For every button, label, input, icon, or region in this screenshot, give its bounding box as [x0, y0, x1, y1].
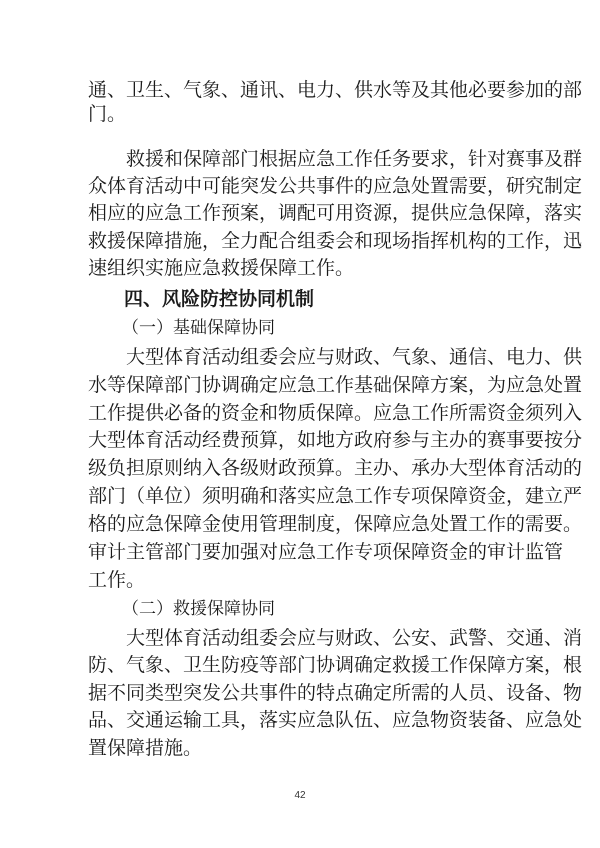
- subsection-heading: （一）基础保障协同: [122, 318, 275, 338]
- paragraph-line: 救援保障措施，全力配合组委会和现场指挥机构的工作，迅: [88, 230, 583, 252]
- paragraph-line: 置保障措施。: [88, 737, 203, 759]
- paragraph-line: 格的应急保障金使用管理制度，保障应急处置工作的需要。: [88, 513, 583, 535]
- paragraph-line: 据不同类型突发公共事件的特点确定所需的人员、设备、物: [88, 682, 583, 704]
- paragraph-line: 速组织实施应急救援保障工作。: [88, 257, 355, 279]
- paragraph-line: 工作提供必备的资金和物质保障。应急工作所需资金须列入: [88, 402, 583, 424]
- paragraph-line: 级负担原则纳入各级财政预算。主办、承办大型体育活动的: [88, 457, 583, 479]
- section-heading: 四、风险防控协同机制: [124, 288, 315, 310]
- paragraph-line: 大型体育活动组委会应与财政、气象、通信、电力、供: [126, 346, 583, 368]
- paragraph-line: 水等保障部门协调确定应急工作基础保障方案，为应急处置: [88, 374, 583, 396]
- paragraph-line: 大型体育活动经费预算，如地方政府参与主办的赛事要按分: [88, 429, 583, 451]
- paragraph-line: 通、卫生、气象、通讯、电力、供水等及其他必要参加的部: [88, 79, 583, 101]
- paragraph-line: 品、交通运输工具，落实应急队伍、应急物资装备、应急处: [88, 709, 583, 731]
- paragraph-line: 相应的应急工作预案，调配可用资源，提供应急保障，落实: [88, 202, 583, 224]
- paragraph-line: 救援和保障部门根据应急工作任务要求，针对赛事及群: [126, 148, 583, 170]
- paragraph-line: 大型体育活动组委会应与财政、公安、武警、交通、消: [126, 627, 583, 649]
- paragraph-line: 工作。: [88, 569, 146, 591]
- page-number: 42: [294, 790, 306, 801]
- paragraph-line: 部门（单位）须明确和落实应急工作专项保障资金，建立严: [88, 485, 583, 507]
- paragraph-line: 众体育活动中可能突发公共事件的应急处置需要，研究制定: [88, 175, 583, 197]
- paragraph-line: 审计主管部门要加强对应急工作专项保障资金的审计监管: [88, 541, 564, 563]
- paragraph-line: 防、气象、卫生防疫等部门协调确定救援工作保障方案，根: [88, 654, 583, 676]
- subsection-heading: （二）救援保障协同: [122, 599, 275, 619]
- paragraph-line: 门。: [88, 103, 127, 125]
